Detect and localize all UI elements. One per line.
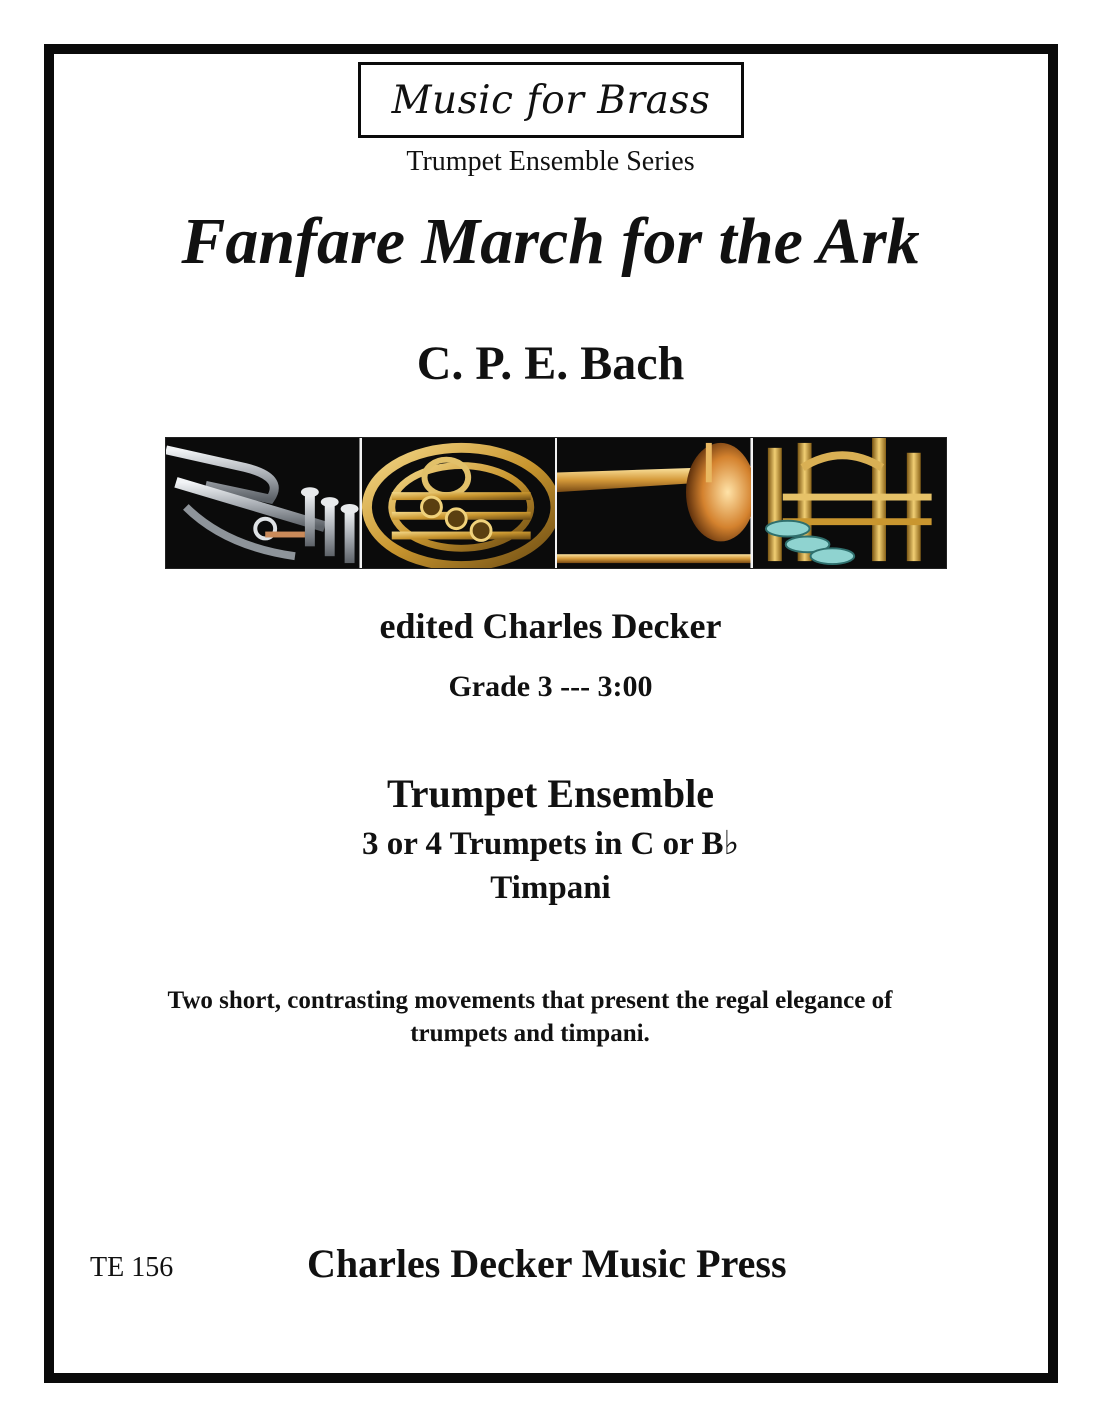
publisher-name: Charles Decker Music Press [307, 1241, 787, 1286]
piece-description: Two short, contrasting movements that present the regal elegance of trumpets and timpani. [167, 987, 893, 1047]
grade-duration: Grade 3 --- 3:00 [448, 670, 653, 703]
ensemble-heading: Trumpet Ensemble [386, 771, 715, 816]
series-label: Music for Brass [391, 77, 711, 123]
french-horn-photo [362, 438, 558, 568]
catalog-number: TE 156 [90, 1252, 174, 1283]
trombone-photo [557, 438, 753, 568]
tuba-photo [753, 438, 947, 568]
composer: C. P. E. Bach [416, 337, 685, 390]
series-label-box [358, 62, 744, 138]
trumpet-photo [166, 438, 362, 568]
piece-title: Fanfare March for the Ark [181, 205, 920, 278]
editor-credit: edited Charles Decker [379, 606, 722, 646]
instrumentation-timpani: Timpani [490, 870, 611, 906]
instrumentation-trumpets: 3 or 4 Trumpets in C or B♭ [361, 826, 740, 862]
series-name: Trumpet Ensemble Series [406, 146, 695, 177]
instrument-photo-strip [165, 437, 947, 569]
